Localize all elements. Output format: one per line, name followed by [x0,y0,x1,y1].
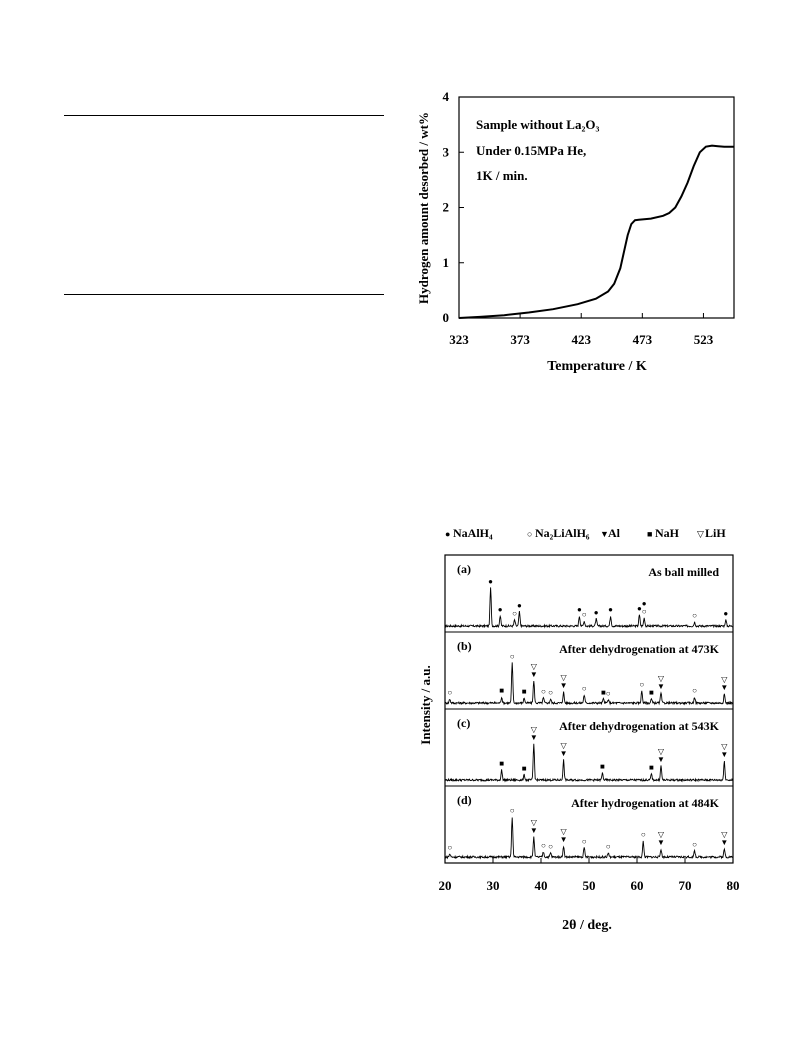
xrd-x-tick-label: 20 [438,878,452,893]
legend-label: Na₂LiAlH₆ [535,526,590,540]
xrd-legend [445,526,726,540]
legend-marker: ▼ [600,529,609,539]
desorption-chart [416,89,734,374]
phase-marker: ▼ [559,749,568,758]
xrd-x-tick-label: 30 [486,878,500,893]
phase-marker: ▼ [720,683,729,692]
phase-marker: ▼ [657,755,665,764]
panel-title: After dehydrogenation at 473K [559,642,719,656]
panel-title: After hydrogenation at 484K [571,796,719,810]
legend-entry [647,526,680,540]
phase-marker: ▽ [560,741,567,750]
phase-marker: ▽ [560,827,567,836]
xrd-x-tick-label: 70 [678,878,692,893]
phase-marker: ○ [447,688,453,697]
phase-marker: ▽ [721,830,728,839]
desorption-y-tick-label: 0 [442,310,449,325]
xrd-panels [445,562,733,858]
phase-marker: ○ [540,687,546,696]
phase-marker: ▼ [720,838,729,847]
legend-label: NaAlH₄ [453,526,493,540]
phase-marker: ○ [692,686,698,695]
legend-label: Al [608,526,620,540]
xrd-x-tick-label: 40 [534,878,548,893]
xrd-y-axis-label: Intensity / a.u. [418,665,433,745]
phase-marker: ▽ [721,742,728,751]
phase-marker: ▽ [530,725,537,734]
phase-marker: ▼ [559,681,568,690]
phase-marker: ○ [509,806,515,815]
annotation-line-2: Under 0.15MPa He, [476,143,587,158]
desorption-y-tick-label: 4 [442,89,449,104]
phase-marker: ▽ [657,747,665,756]
panel-label: (a) [457,562,471,576]
phase-marker: ○ [581,837,587,846]
panel-title: After dehydrogenation at 543K [559,719,719,733]
phase-marker: ▼ [657,682,665,691]
legend-entry [697,526,726,540]
phase-marker: ▽ [530,662,537,671]
xrd-x-tick-label: 60 [630,878,644,893]
annotation-line-1: Sample without La₂O₃ [476,117,600,132]
phase-marker: ■ [600,762,605,771]
phase-marker: ○ [581,610,587,619]
phase-marker: ■ [648,763,654,772]
legend-marker: ■ [647,529,653,539]
phase-marker: ▽ [657,674,665,683]
annotation-line-3: 1K / min. [476,168,528,183]
phase-marker: ● [576,605,582,614]
xrd-x-tick-label: 50 [582,878,596,893]
phase-marker: ○ [512,609,518,618]
phase-marker: ■ [600,688,606,697]
phase-marker: ● [641,599,647,608]
phase-marker: ○ [639,680,645,689]
phase-marker: ▽ [560,673,567,682]
phase-marker: ■ [499,686,505,695]
panel-label: (c) [457,716,471,730]
phase-marker: ○ [692,611,698,620]
desorption-x-tick-label: 473 [632,332,653,347]
panel-label: (b) [457,639,472,653]
legend-marker: ▽ [697,529,704,539]
phase-marker: ○ [540,841,546,850]
xrd-panel [445,562,733,627]
phase-marker: ● [488,577,494,586]
desorption-x-axis-label: Temperature / K [547,359,647,374]
panel-title: As ball milled [648,565,719,579]
phase-marker: ○ [605,842,611,851]
xrd-panel [445,786,733,858]
xrd-x-axis-label: 2θ / deg. [562,918,612,933]
phase-marker: ■ [521,687,527,696]
phase-marker: ▼ [529,670,538,679]
xrd-pattern [445,662,733,704]
legend-entry [527,526,590,540]
phase-marker: ○ [581,684,587,693]
phase-marker: ○ [548,688,554,697]
phase-marker: ○ [605,689,611,698]
phase-marker: ● [497,605,503,614]
desorption-y-tick-label: 1 [442,254,449,270]
phase-marker: ▽ [721,675,728,684]
phase-marker: ▼ [529,826,538,835]
desorption-x-tick-label: 373 [510,332,530,347]
legend-label: NaH [655,526,679,540]
phase-marker: ▽ [657,830,665,839]
xrd-pattern [445,744,733,781]
panel-label: (d) [457,793,472,807]
phase-marker: ▼ [720,750,729,759]
desorption-y-tick-label: 2 [442,199,449,215]
legend-marker: ○ [527,529,533,539]
phase-marker: ○ [641,607,647,616]
legend-entry [445,526,493,540]
desorption-x-tick-label: 323 [449,332,469,347]
xrd-x-tick-label: 80 [726,878,740,893]
xrd-pattern [445,818,733,859]
desorption-x-tick-label: 423 [571,332,591,347]
phase-marker: ■ [521,764,527,773]
xrd-panel [445,709,733,781]
desorption-y-axis-label: Hydrogen amount desorbed / wt% [416,112,431,304]
phase-marker: ○ [548,842,554,851]
desorption-x-tick-label: 523 [693,332,714,347]
phase-marker: ○ [509,652,515,661]
legend-entry [600,526,621,540]
phase-marker: ■ [499,759,505,768]
xrd-panel [445,632,733,704]
phase-marker: ● [593,608,599,617]
phase-marker: ○ [640,830,646,839]
xrd-chart [418,526,740,933]
desorption-y-tick-label: 3 [442,144,449,160]
phase-marker: ▼ [657,838,665,847]
xrd-pattern [445,587,733,627]
legend-label: LiH [705,526,726,540]
legend-marker: ● [445,529,451,539]
phase-marker: ○ [447,843,453,852]
phase-marker: ● [516,601,522,610]
phase-marker: ● [723,609,729,618]
phase-marker: ■ [648,688,654,697]
phase-marker: ▼ [529,733,538,742]
phase-marker: ○ [692,840,698,849]
phase-marker: ▼ [559,835,568,844]
phase-marker: ▽ [530,818,537,827]
phase-marker: ● [608,605,614,614]
phase-marker: ● [636,604,642,613]
